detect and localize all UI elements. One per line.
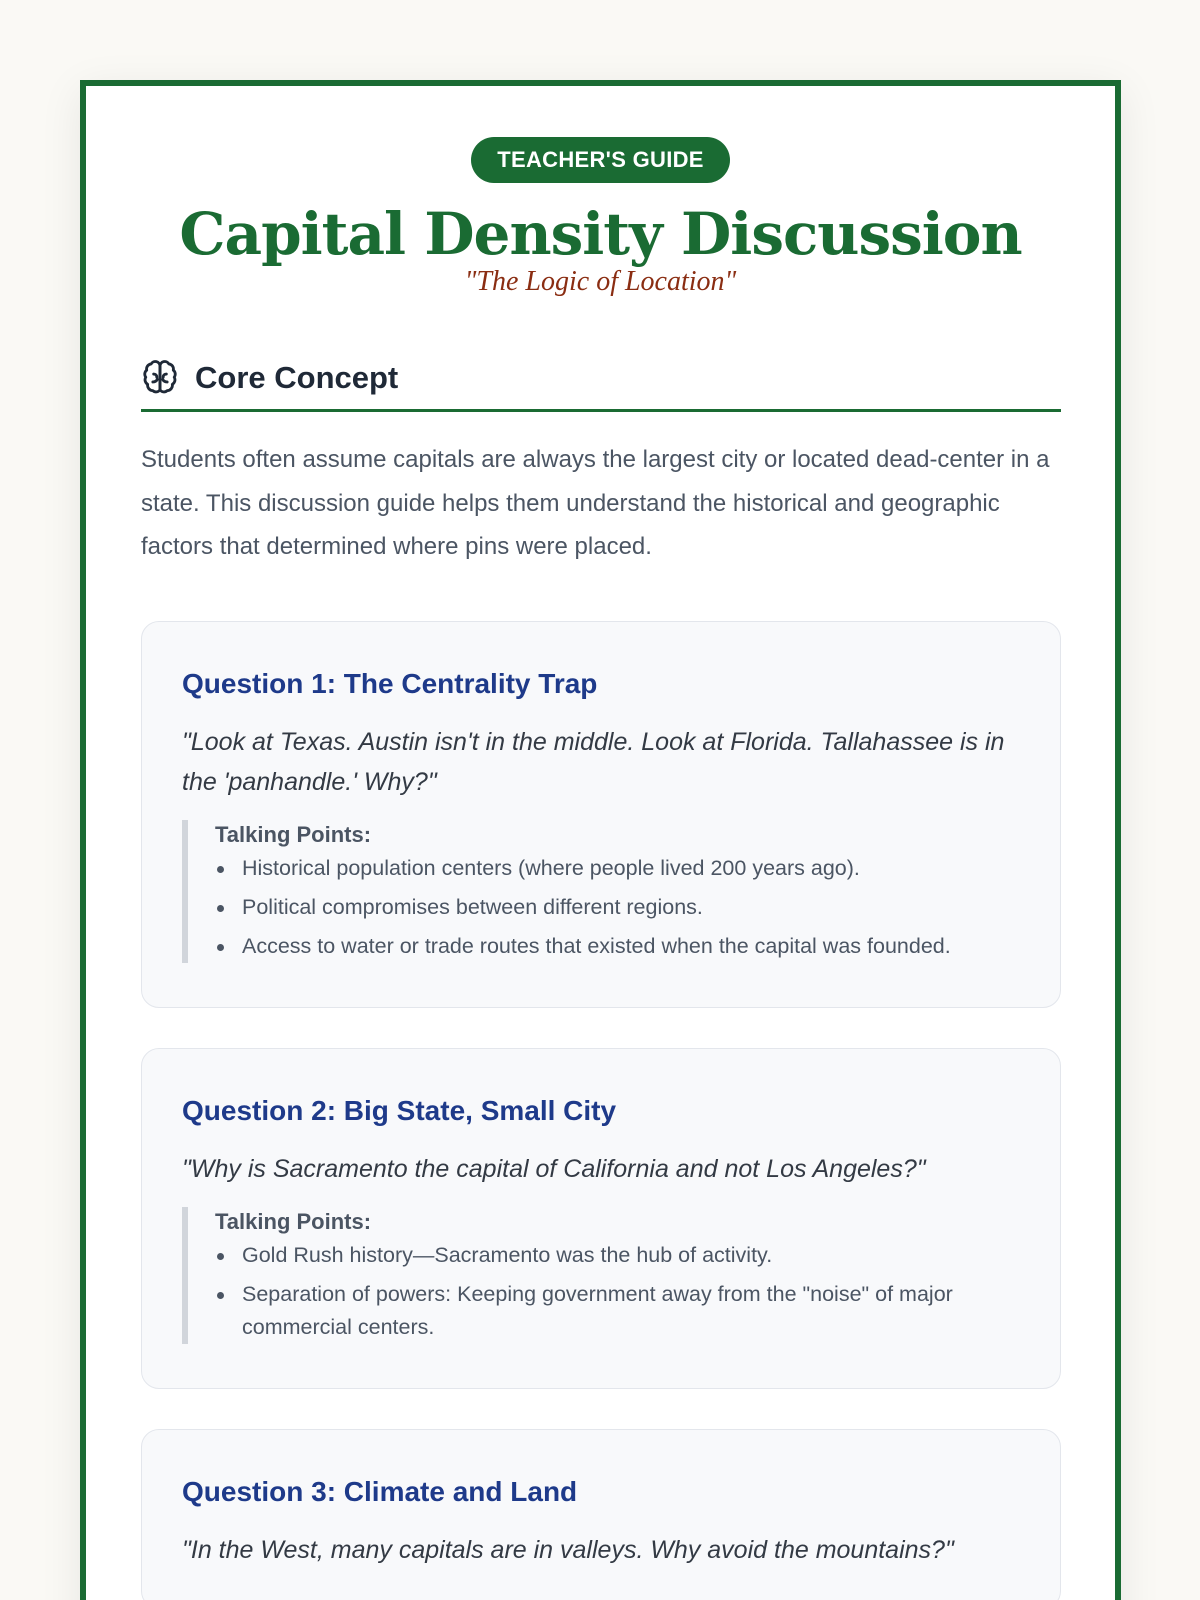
talking-points	[182, 1207, 1020, 1344]
question-prompt: "Why is Sacramento the capital of California and not Los Angeles?"	[182, 1154, 926, 1183]
question-title: Question 2: Big State, Small City	[182, 1094, 617, 1126]
talking-point: Historical population centers (where people lived 200 years ago).	[215, 852, 1020, 885]
talking-point: Access to water or trade routes that existed when the capital was founded.	[215, 930, 1020, 963]
core-concept-title: Core Concept	[195, 359, 399, 395]
guide-card	[80, 80, 1121, 1600]
core-concept-heading	[141, 350, 1061, 412]
guide-content	[141, 350, 1061, 1600]
question-card-3	[141, 1429, 1061, 1600]
talking-point: Gold Rush history—Sacramento was the hub of activity.	[215, 1239, 1020, 1272]
talking-points-list	[215, 852, 1020, 963]
talking-points-label: Talking Points:	[215, 821, 372, 847]
question-title: Question 3: Climate and Land	[182, 1475, 578, 1507]
question-prompt: "Look at Texas. Austin isn't in the middle. Look at Florida. Tallahassee is in the 'panhandle.' Why?"	[182, 727, 1005, 796]
question-card-2	[141, 1048, 1061, 1389]
talking-points-list	[215, 1239, 1020, 1344]
talking-point: Separation of powers: Keeping government away from the "noise" of major commercial centers.	[215, 1278, 1020, 1344]
guide-header	[86, 86, 1115, 297]
talking-points	[182, 820, 1020, 963]
question-card-1	[141, 621, 1061, 1008]
teachers-guide-badge: TEACHER'S GUIDE	[471, 137, 730, 183]
talking-points-label: Talking Points:	[215, 1208, 372, 1234]
core-concept-text: Students often assume capitals are always the largest city or located dead-center in a state. This discussion guide helps them understand the historical and geographic factors that determined where pins were placed.	[141, 446, 1050, 560]
talking-point: Political compromises between different regions.	[215, 891, 1020, 924]
page-subtitle: "The Logic of Location"	[464, 266, 737, 297]
question-title: Question 1: The Centrality Trap	[182, 667, 598, 699]
question-prompt: "In the West, many capitals are in valleys. Why avoid the mountains?"	[182, 1535, 954, 1564]
brain-icon	[141, 359, 179, 397]
page-title: Capital Density Discussion	[179, 200, 1022, 268]
